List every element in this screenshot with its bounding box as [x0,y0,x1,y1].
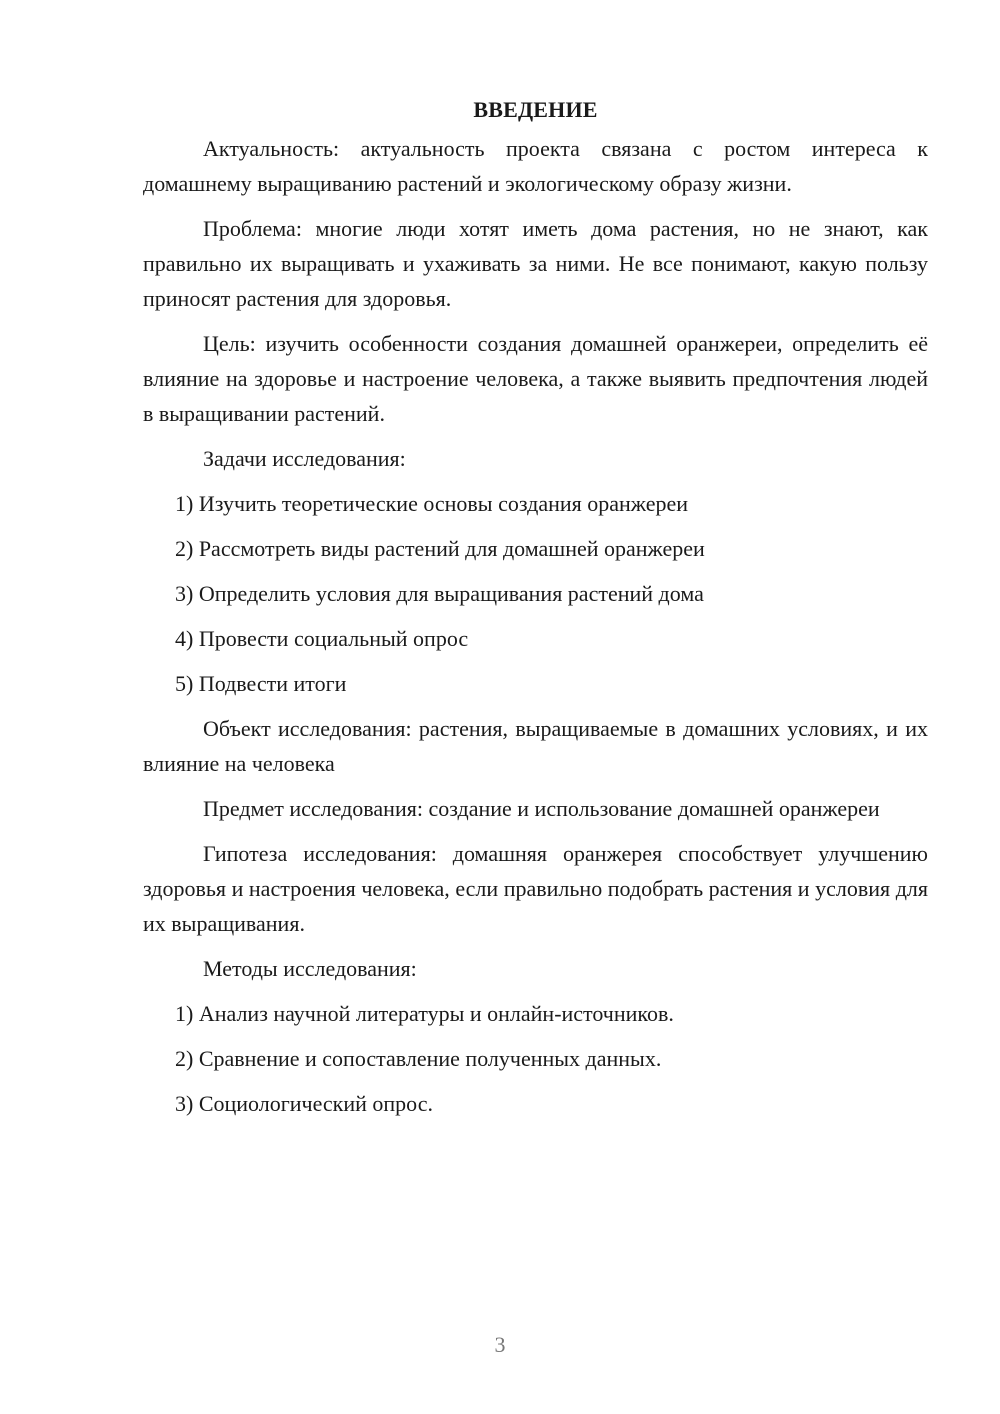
list-item: 2) Рассмотреть виды растений для домашней оранжереи [175,536,705,561]
relevance-paragraph: Актуальность: актуальность проекта связана с ростом интереса к домашнему выращиванию растений и экологическому образу жизни. [143,136,928,196]
list-item: 1) Изучить теоретические основы создания оранжереи [175,491,689,516]
list-item: 4) Провести социальный опрос [175,626,469,651]
list-item: 5) Подвести итоги [175,671,347,696]
document-page [143,92,928,1131]
list-item: 3) Социологический опрос. [175,1091,433,1116]
list-item: 1) Анализ научной литературы и онлайн-источников. [175,1001,674,1026]
section-title: ВВЕДЕНИЕ [473,97,598,122]
tasks-heading: Задачи исследования: [203,446,406,471]
object-paragraph: Объект исследования: растения, выращиваемые в домашних условиях, и их влияние на человека [143,716,928,776]
problem-paragraph: Проблема: многие люди хотят иметь дома растения, но не знают, как правильно их выращивать и ухаживать за ними. Не все понимают, какую пользу приносят растения для здоровья. [143,216,928,311]
hypothesis-paragraph: Гипотеза исследования: домашняя оранжерея способствует улучшению здоровья и настроения человека, если правильно подобрать растения и условия для их выращивания. [143,841,928,936]
methods-heading: Методы исследования: [203,956,417,981]
list-item: 2) Сравнение и сопоставление полученных данных. [175,1046,662,1071]
list-item: 3) Определить условия для выращивания растений дома [175,581,704,606]
subject-paragraph: Предмет исследования: создание и использование домашней оранжереи [203,796,880,821]
goal-paragraph: Цель: изучить особенности создания домашней оранжереи, определить её влияние на здоровье и настроение человека, а также выявить предпочтения людей в выращивании растений. [143,331,928,426]
page-number: 3 [494,1332,506,1357]
tasks-list [143,486,928,701]
methods-list [143,996,928,1121]
